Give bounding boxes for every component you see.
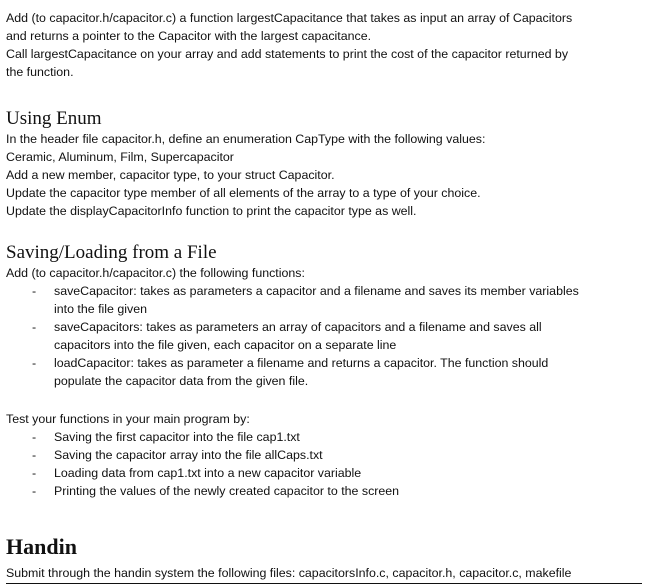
using-enum-section <box>6 108 642 220</box>
saving-loading-section <box>6 242 642 390</box>
list-item-line: saveCapacitors: takes as parameters an array of capacitors and a filename and saves all <box>54 320 542 334</box>
using-enum-line: In the header file capacitor.h, define an enumeration CapType with the following values: <box>6 132 486 146</box>
test-section <box>6 410 642 500</box>
list-item: - Printing the values of the newly created capacitor to the screen <box>6 482 642 500</box>
list-item <box>6 282 642 318</box>
list-item-line: populate the capacitor data from the given file. <box>54 374 309 388</box>
intro-section <box>6 9 642 81</box>
intro-line: Add (to capacitor.h/capacitor.c) a function largestCapacitance that takes as input an array of Capacitors <box>6 11 573 25</box>
function-list <box>6 282 642 390</box>
using-enum-line: Update the displayCapacitorInfo function to print the capacitor type as well. <box>6 204 417 218</box>
list-item-line: loadCapacitor: takes as parameter a filename and returns a capacitor. The function should <box>54 356 549 370</box>
list-item <box>6 354 642 390</box>
list-item: - Loading data from cap1.txt into a new capacitor variable <box>6 464 642 482</box>
document <box>6 9 642 584</box>
intro-line: Call largestCapacitance on your array and add statements to print the cost of the capacitor returned by <box>6 47 569 61</box>
saving-loading-intro: Add (to capacitor.h/capacitor.c) the following functions: <box>6 266 305 280</box>
test-intro: Test your functions in your main program by: <box>6 412 250 426</box>
using-enum-line: Ceramic, Aluminum, Film, Supercapacitor <box>6 150 234 164</box>
handin-line-wrap <box>6 564 642 584</box>
list-item-line: saveCapacitor: takes as parameters a capacitor and a filename and saves its member variables <box>54 284 579 298</box>
handin-line: Submit through the handin system the following files: capacitorsInfo.c, capacitor.h, capacitor.c, makefile <box>6 564 642 584</box>
handin-heading: Handin <box>6 534 77 559</box>
test-list <box>6 428 642 500</box>
intro-line: and returns a pointer to the Capacitor with the largest capacitance. <box>6 29 372 43</box>
list-item <box>6 318 642 354</box>
list-item-line: into the file given <box>54 302 147 316</box>
list-item: - Saving the first capacitor into the file cap1.txt <box>6 428 642 446</box>
using-enum-line: Add a new member, capacitor type, to your struct Capacitor. <box>6 168 335 182</box>
list-item-line: capacitors into the file given, each capacitor on a separate line <box>54 338 397 352</box>
list-item: - Saving the capacitor array into the file allCaps.txt <box>6 446 642 464</box>
intro-line: the function. <box>6 65 74 79</box>
using-enum-line: Update the capacitor type member of all elements of the array to a type of your choice. <box>6 186 481 200</box>
using-enum-heading: Using Enum <box>6 108 102 129</box>
handin-section <box>6 534 642 584</box>
saving-loading-heading: Saving/Loading from a File <box>6 242 217 263</box>
